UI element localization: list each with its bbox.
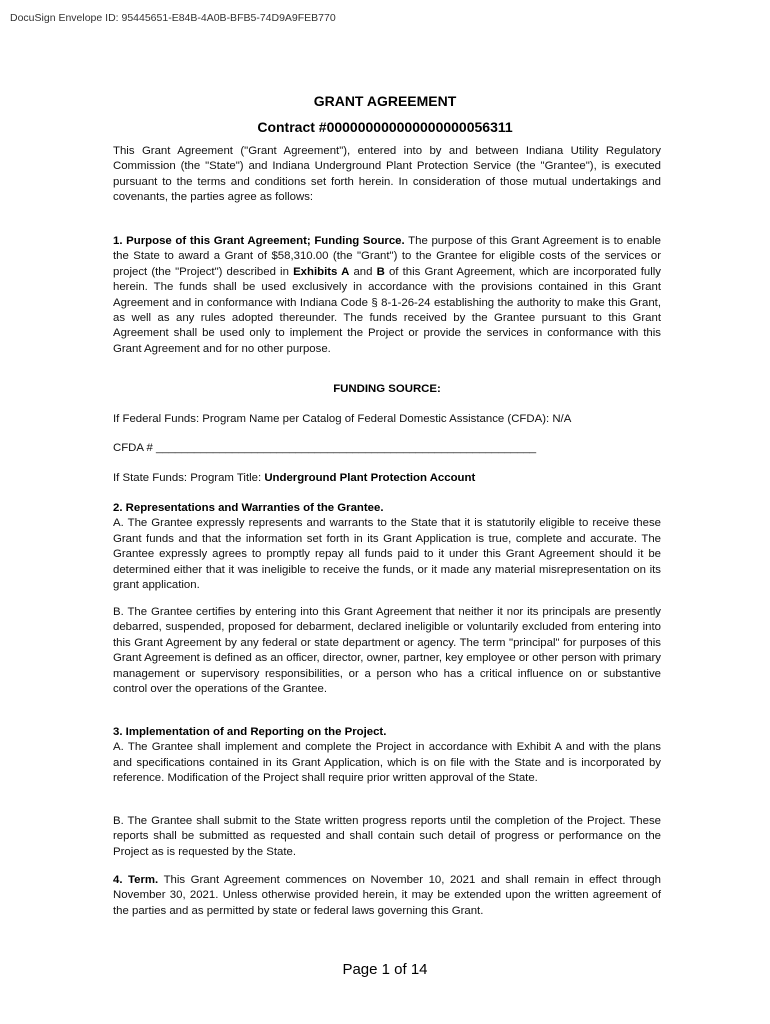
section-1-purpose [113,234,661,357]
docusign-envelope-id: DocuSign Envelope ID: 95445651-E84B-4A0B-BFB5-74D9A9FEB770 [10,12,336,24]
section-1-text-part-1: The purpose of this Grant Agreement is to enable the State to award a Grant of $58,310.00 (the "Grant") to the Grantee for eligible costs of the services or project (the "Project") described in [113,235,661,278]
section-2-b [113,605,661,697]
page-number: Page 1 of 14 [342,961,428,978]
federal-funds-line: If Federal Funds: Program Name per Catalog of Federal Domestic Assistance (CFDA): N/A [113,413,572,425]
state-funds-line [113,471,661,486]
section-2-representations [113,501,661,593]
intro-text: This Grant Agreement ("Grant Agreement"), entered into by and between Indiana Utility Regulatory Commission (the "State") and Indiana Underground Plant Protection Service (the "Grantee"), is executed pursuant to the terms and conditions set forth herein. In consideration of those mutual undertakings and covenants, the parties agree as follows: [113,145,661,204]
section-2-paragraph-b: B. The Grantee certifies by entering into this Grant Agreement that neither it nor its principals are presently debarred, suspended, proposed for debarment, declared ineligible or voluntarily excluded from entering into this Grant Agreement by any federal or state department or agency. The term "principal" for purposes of this Grant Agreement is defined as an officer, director, owner, partner, key employee or other person with primary management or supervisory responsibilities, or a person who has a critical influence on or substantive control over the operations of the Grantee. [113,606,661,696]
state-program-title: Underground Plant Protection Account [264,472,476,484]
cfda-line: CFDA # ____________________________________________________________ [113,442,537,454]
section-2-heading: 2. Representations and Warranties of the Grantee. [113,502,384,514]
section-1-paragraph [113,234,661,357]
section-3-paragraph-a: A. The Grantee shall implement and complete the Project in accordance with Exhibit A and with the plans and specifications contained in its Grant Application, which is on file with the State and is incorporated by reference. Modification of the Project shall require prior written approval of the State. [113,741,661,785]
document-title: GRANT AGREEMENT [313,93,457,109]
section-2-paragraph-a: A. The Grantee expressly represents and warrants to the State that it is statutorily eligible to receive these Grant funds and that the information set forth in its Grant Application is true, complete and accurate. The Grantee expressly agrees to promptly repay all funds paid to it under this Grant Agreement should it be determined either that it was ineligible to receive the funds, or it made any material misrepresentation on its grant application. [113,517,661,592]
section-4-text: This Grant Agreement commences on November 10, 2021 and shall remain in effect through November 30, 2021. Unless otherwise provided herein, it may be extended upon the written agreement of the parties and as permitted by state or federal laws governing this Grant. [113,874,662,917]
section-3-heading: 3. Implementation of and Reporting on the Project. [113,726,387,738]
state-funds-label: If State Funds: Program Title: [113,472,265,484]
funding-source-heading: FUNDING SOURCE: [333,383,441,395]
and-text: and [349,265,377,278]
section-4-heading: 4. Term. [113,874,159,886]
section-1-text-part-2: of this Grant Agreement, which are incorporated fully herein. The funds shall be used exclusively in accordance with the provisions contained in this Grant Agreement and in conformance with Indiana Code § 8-1-26-24 establishing the authority to make this Grant, as well as any rules adopted thereunder. The funds received by the Grantee pursuant to this Grant Agreement shall be used only to implement the Project or provide the services in conformance with this Grant Agreement and for no other purpose. [113,265,662,355]
section-4-paragraph [113,873,661,919]
exhibit-b-ref: B [376,265,385,278]
section-1-heading: 1. Purpose of this Grant Agreement; Funding Source. [113,235,405,247]
section-3-b [113,814,661,860]
section-3-implementation [113,725,661,787]
section-4-term [113,873,661,919]
section-3-paragraph-b: B. The Grantee shall submit to the State written progress reports until the completion of the Project. These reports shall be submitted as requested and shall contain such detail of progress or performance on the Project as is requested by the State. [113,815,661,858]
contract-number: Contract #000000000000000000056311 [257,119,513,135]
intro-paragraph [113,144,661,206]
exhibits-a-ref: Exhibits A [293,265,350,278]
